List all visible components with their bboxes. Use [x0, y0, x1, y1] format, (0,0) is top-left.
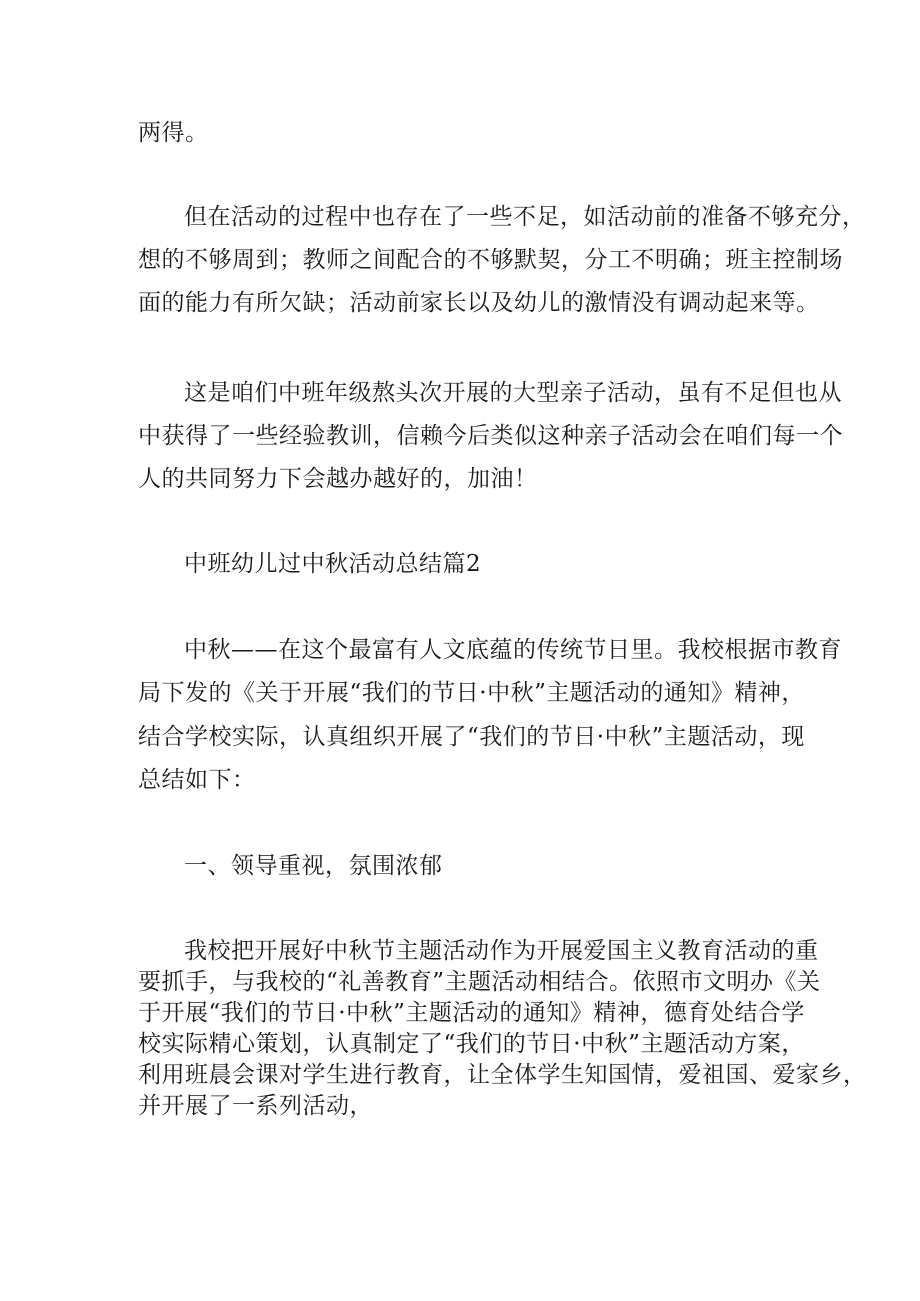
paragraph-2-line-1: 但在活动的过程中也存在了一些不足，如活动前的准备不够充分， [184, 204, 866, 230]
paragraph-3-line-2: 中获得了一些经验教训，信赖今后类似这种亲子活动会在咱们每一个 [138, 423, 843, 449]
paragraph-4-line-2: 局下发的《关于开展“我们的节日·中秋”主题活动的通知》精神， [138, 680, 805, 706]
paragraph-3-line-1: 这是咱们中班年级熬头次开展的大型亲子活动，虽有不足但也从 [184, 380, 842, 406]
paragraph-1-line-1: 两得。 [138, 120, 209, 146]
paragraph-5-line-4: 校实际精心策划，认真制定了“我们的节日·中秋”主题活动方案， [138, 1031, 805, 1057]
paragraph-4-line-4: 总结如下： [138, 767, 256, 793]
paragraph-2-line-3: 面的能力有所欠缺；活动前家长以及幼儿的激情没有调动起来等。 [138, 290, 820, 316]
paragraph-5-line-2: 要抓手，与我校的“礼善教育”主题活动相结合。依照市文明办《关 [138, 969, 821, 995]
paragraph-5-line-5: 利用班晨会课对学生进行教育，让全体学生知国情，爱祖国、爱家乡， [138, 1062, 867, 1088]
paragraph-5-line-6: 并开展了一系列活动， [138, 1093, 373, 1119]
paragraph-3-line-3: 人的共同努力下会越办越好的，加油！ [138, 466, 538, 492]
paragraph-2-line-2: 想的不够周到；教师之间配合的不够默契，分工不明确；班主控制场 [138, 247, 843, 273]
paragraph-4-line-1: 中秋——在这个最富有人文底蕴的传统节日里。我校根据市教育 [184, 637, 842, 663]
paragraph-5-line-3: 于开展“我们的节日·中秋”主题活动的通知》精神，德育处结合学 [138, 1000, 805, 1026]
subheading-1: 一、领导重视，氛围浓郁 [184, 853, 443, 879]
paragraph-5-line-1: 我校把开展好中秋节主题活动作为开展爱国主义教育活动的重 [184, 938, 819, 964]
section-title: 中班幼儿过中秋活动总结篇2 [184, 551, 482, 577]
paragraph-4-line-3: 结合学校实际，认真组织开展了“我们的节日·中秋”主题活动，现 [138, 724, 805, 750]
